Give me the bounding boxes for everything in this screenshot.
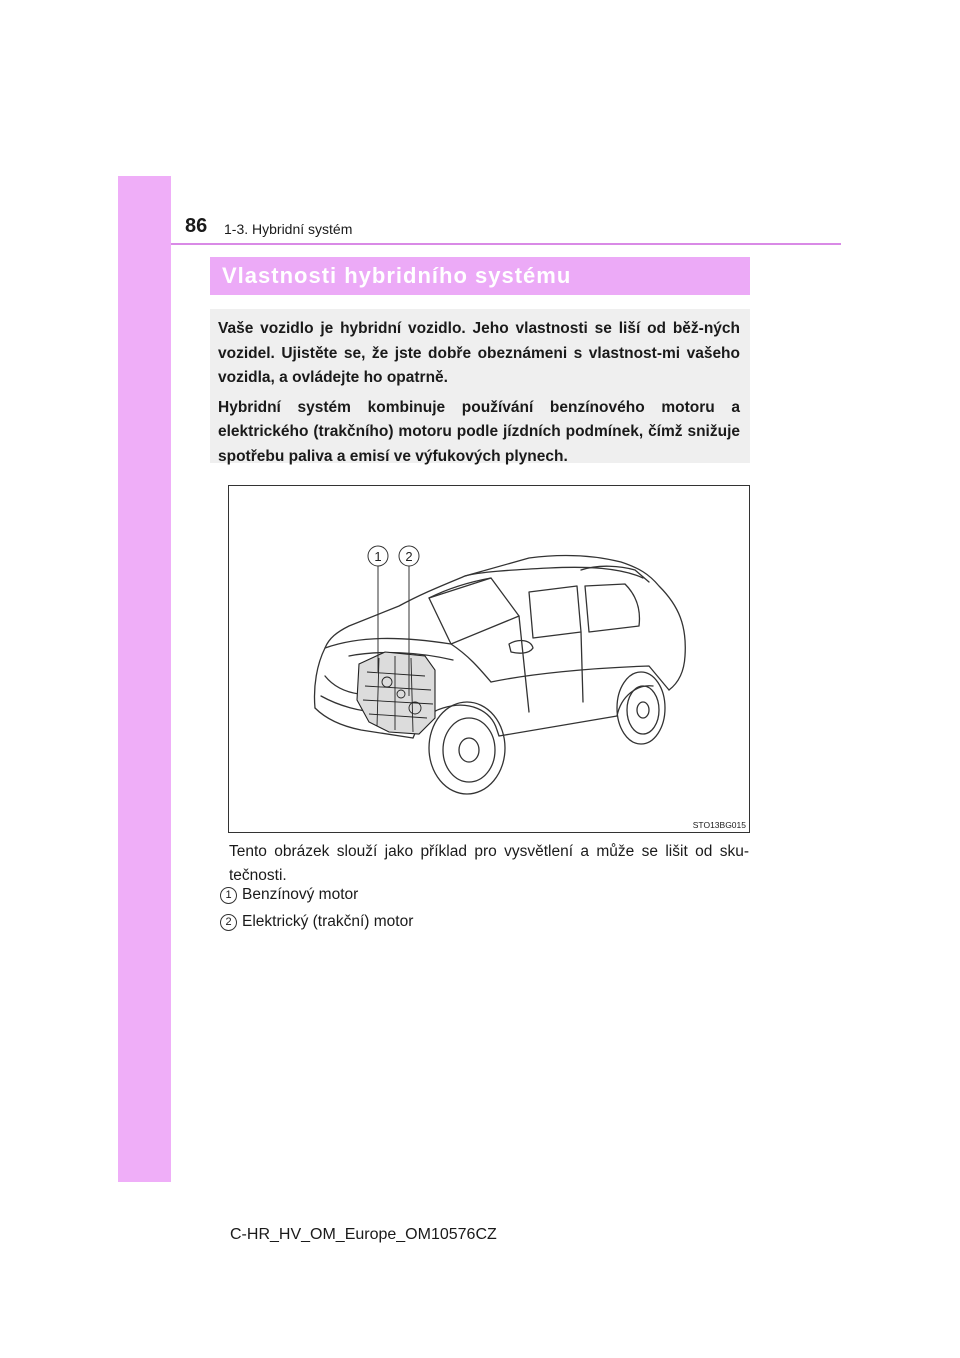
intro-paragraph-2: Hybridní systém kombinuje používání benzínového motoru a elektrického (trakčního) motoru podle jízdních podmínek, čímž snižuje spotřebu paliva a emisí ve výfukových plynech. — [218, 398, 740, 465]
intro-box — [210, 309, 750, 463]
header-rule — [171, 243, 841, 245]
legend-label: Elektrický (trakční) motor — [242, 913, 414, 930]
chapter-side-tab — [118, 176, 171, 1182]
legend-label: Benzínový motor — [242, 886, 359, 903]
legend-number: 2 — [220, 914, 237, 931]
figure-callout-2: 2 — [405, 549, 413, 564]
vehicle-illustration — [228, 485, 750, 833]
figure-code: STO13BG015 — [692, 820, 746, 830]
car-drawing — [229, 486, 749, 832]
figure-caption: Tento obrázek slouží jako příklad pro vysvětlení a může se lišit od sku-tečnosti. — [229, 843, 749, 884]
intro-paragraph-1: Vaše vozidlo je hybridní vozidlo. Jeho vlastnosti se liší od běž-ných vozidel. Ujistěte se, že jste dobře obeznámeni s vlastnost-mi vašeho vozidla, a ovládejte ho opatrně. — [218, 320, 740, 386]
page-number: 86 — [185, 215, 208, 237]
figure-callout-1: 1 — [374, 549, 382, 564]
footer-document-code: C-HR_HV_OM_Europe_OM10576CZ — [230, 1226, 497, 1243]
running-header: 1-3. Hybridní systém — [224, 221, 353, 237]
legend-number: 1 — [220, 887, 237, 904]
section-title: Vlastnosti hybridního systému — [210, 257, 750, 295]
